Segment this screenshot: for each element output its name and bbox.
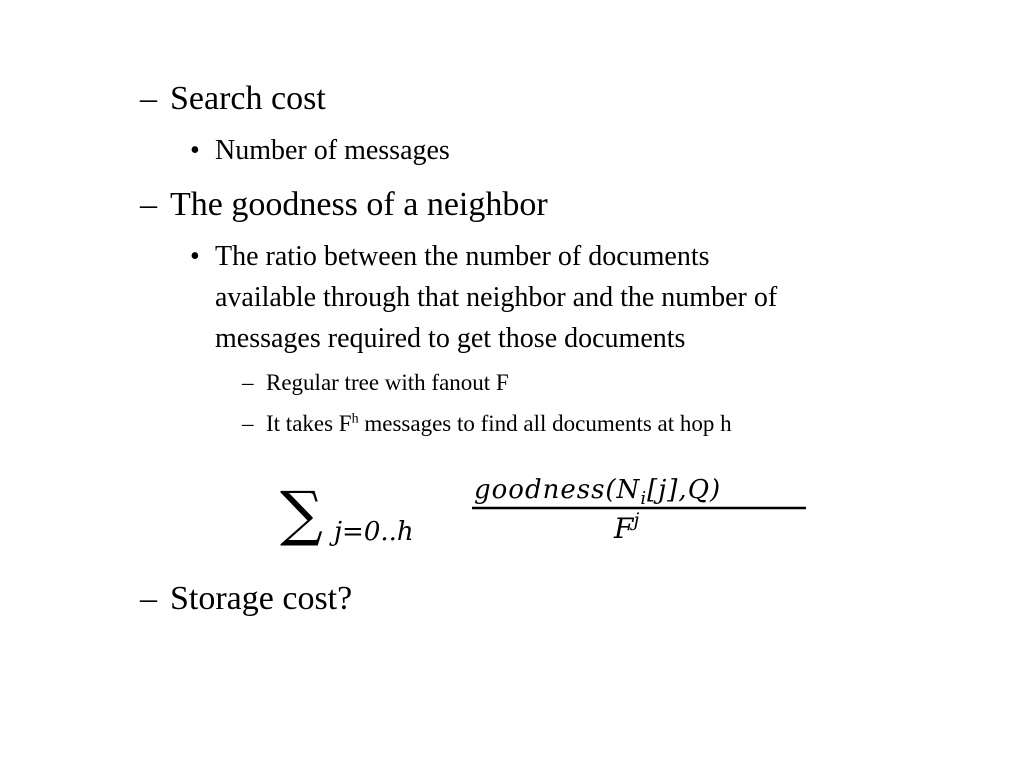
- bullet-text: The goodness of a neighbor: [170, 186, 548, 223]
- dash-marker: –: [242, 411, 254, 436]
- sum-subscript: j=0..h: [334, 517, 414, 547]
- dash-marker: –: [140, 186, 157, 223]
- numerator-main: goodness(N: [474, 475, 641, 505]
- denominator-main: F: [614, 512, 634, 545]
- text-superscript: h: [351, 411, 359, 427]
- formula-svg: [278, 470, 818, 550]
- bullet-text: Regular tree with fanout F: [266, 370, 509, 395]
- formula-denominator: [613, 509, 639, 545]
- sum-symbol: ∑: [280, 479, 323, 549]
- dot-marker: •: [190, 135, 200, 166]
- dash-marker: –: [242, 370, 254, 395]
- denominator-superscript: j: [633, 509, 640, 531]
- text-suffix: messages to find all documents at hop h: [358, 411, 732, 436]
- numerator-subscript: i: [640, 488, 648, 509]
- goodness-formula: [278, 470, 818, 550]
- dash-marker: –: [140, 580, 157, 617]
- bullet-text: Number of messages: [215, 135, 450, 166]
- bullet-text: [266, 411, 732, 437]
- formula-numerator: [474, 475, 721, 509]
- numerator-rest: [j],Q): [647, 475, 722, 505]
- text-prefix: It takes F: [266, 411, 352, 436]
- bullet-text-line-2: available through that neighbor and the number of: [215, 282, 778, 313]
- dot-marker: •: [190, 241, 200, 272]
- bullet-text-line-1: The ratio between the number of documents: [215, 241, 710, 272]
- bullet-text: Storage cost?: [170, 580, 353, 617]
- bullet-text: Search cost: [170, 80, 326, 117]
- bullet-text-line-3: messages required to get those documents: [215, 323, 686, 354]
- dash-marker: –: [140, 80, 157, 117]
